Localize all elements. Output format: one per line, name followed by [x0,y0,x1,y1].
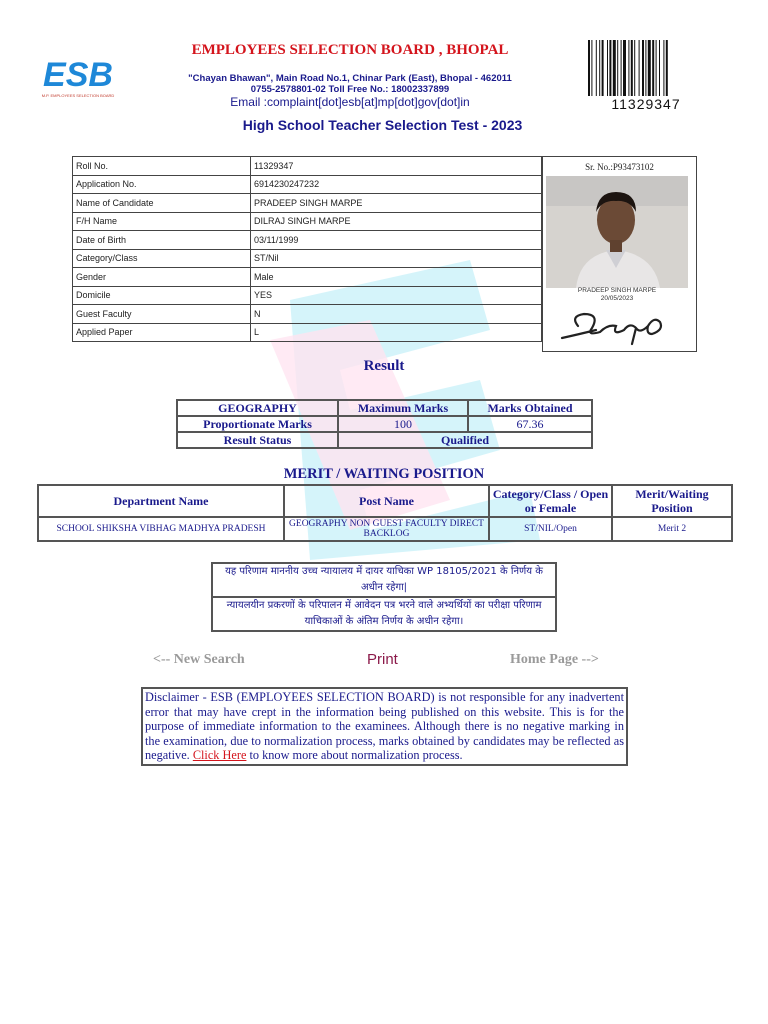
photo-caption [546,287,688,303]
barcode-bar [623,40,626,96]
merit-category: ST/NIL/Open [489,517,612,541]
candidate-photo [546,176,688,288]
candidate-field-value: Male [251,268,542,287]
logo-subtext: M.P. EMPLOYEES SELECTION BOARD [41,93,115,98]
notice-line-2: न्यायलयीन प्रकरणों के परिपालन में आवेदन पत्र भरने वाले अभ्यर्थियों का परीक्षा परिणाम याचिकाओं के अंतिम निर्णय के अधीन रहेगा। [213,596,555,630]
barcode-bar [607,40,608,96]
candidate-row [73,286,542,305]
candidate-field-value: YES [251,286,542,305]
candidate-row [73,323,542,342]
barcode-bar [628,40,629,96]
candidate-field-label: Applied Paper [73,323,251,342]
merit-table [37,484,733,542]
merit-header-row [38,485,732,517]
merit-post: GEOGRAPHY NON GUEST FACULTY DIRECT BACKLOG [284,517,489,541]
candidate-row [73,249,542,268]
max-marks-value: 100 [338,416,468,432]
normalization-click-here-link[interactable]: Click Here [192,748,247,763]
notice-line-1: यह परिणाम माननीय उच्च न्यायालय में दायर याचिका WP 18105/2021 के निर्णय के अधीन रहेगा| [225,566,543,593]
candidate-field-value: L [251,323,542,342]
candidate-row [73,268,542,287]
barcode-bar [645,40,646,96]
candidate-field-value: 6914230247232 [251,175,542,194]
barcode-bar [642,40,644,96]
candidate-field-value: DILRAJ SINGH MARPE [251,212,542,231]
candidate-row [73,194,542,213]
candidate-field-value: ST/Nil [251,249,542,268]
candidate-field-label: Name of Candidate [73,194,251,213]
address-line-2: 0755-2578801-02 Toll Free No.: 18002337899 [250,84,450,95]
address-line-1: "Chayan Bhawan", Main Road No.1, Chinar Park (East), Bhopal - 462011 [188,73,512,84]
candidate-field-label: Roll No. [73,157,251,176]
merit-heading: MERIT / WAITING POSITION [283,466,485,482]
barcode-bar [602,40,604,96]
home-page-link[interactable]: Home Page --> [510,652,599,667]
candidate-field-value: PRADEEP SINGH MARPE [251,194,542,213]
merit-header-post: Post Name [284,485,489,517]
barcode-bar [621,40,622,96]
photo-caption-date: 20/05/2023 [600,295,634,302]
marks-obtained-value: 67.36 [468,416,592,432]
result-status-row [177,432,592,448]
barcode-bar [588,40,590,96]
barcode [588,40,704,96]
candidate-field-label: Application No. [73,175,251,194]
candidate-signature [556,304,676,346]
barcode-bar [648,40,651,96]
candidate-field-value: 03/11/1999 [251,231,542,250]
merit-header-category: Category/Class / Open or Female [489,485,612,517]
merit-header-position: Merit/Waiting Position [612,485,732,517]
barcode-bar [596,40,597,96]
candidate-field-label: Guest Faculty [73,305,251,324]
candidate-details-table [72,156,542,342]
logo-text: ESB [43,56,113,94]
barcode-number: 11329347 [611,96,681,112]
barcode-bar [663,40,664,96]
candidate-field-value: 11329347 [251,157,542,176]
candidate-field-label: Domicile [73,286,251,305]
candidate-field-value: N [251,305,542,324]
serial-number: Sr. No.:P93473102 [585,162,654,172]
disclaimer-text: Disclaimer - ESB (EMPLOYEES SELECTION BOARD) is not responsible for any inadvertent error that may have crept in the information being published on this website. This is for the purpose of immediate information to the examinees. Although there is no negative marking in the examination, due to normalization process, marks obtained by candidates may be reflected as negative. [145,690,624,763]
candidate-field-label: Date of Birth [73,231,251,250]
candidate-row [73,212,542,231]
candidate-row [73,305,542,324]
subject-name: GEOGRAPHY [177,400,338,416]
barcode-bar [659,40,660,96]
disclaimer-box [141,687,628,766]
candidate-field-label: F/H Name [73,212,251,231]
result-heading: Result [363,358,405,374]
result-status-value: Qualified [338,432,592,448]
barcode-bar [634,40,635,96]
exam-title: High School Teacher Selection Test - 2023 [242,117,523,133]
proportionate-marks-label: Proportionate Marks [177,416,338,432]
print-button[interactable]: Print [367,651,398,668]
photo-caption-name: PRADEEP SINGH MARPE [577,287,657,294]
barcode-bar [639,40,640,96]
disclaimer-text-end: to know more about normalization process. [246,748,463,763]
result-status-label: Result Status [177,432,338,448]
merit-position: Merit 2 [612,517,732,541]
candidate-row [73,175,542,194]
candidate-row [73,231,542,250]
merit-header-department: Department Name [38,485,284,517]
candidate-row [73,157,542,176]
result-marks-row [177,416,592,432]
barcode-bar [609,40,611,96]
barcode-bar [631,40,633,96]
barcode-bar [591,40,592,96]
merit-row [38,517,732,541]
barcode-bar [652,40,654,96]
esb-logo [40,50,116,102]
barcode-bar [613,40,616,96]
new-search-link[interactable]: <-- New Search [153,652,245,667]
max-marks-header: Maximum Marks [338,400,468,416]
candidate-field-label: Gender [73,268,251,287]
barcode-bar [617,40,618,96]
result-table [176,399,593,449]
org-title: EMPLOYEES SELECTION BOARD , BHOPAL [191,42,509,58]
merit-department: SCHOOL SHIKSHA VIBHAG MADHYA PRADESH [38,517,284,541]
org-address [150,73,550,95]
court-notice [211,562,557,632]
barcode-bar [656,40,657,96]
org-email: Email :complaint[dot]esb[at]mp[dot]gov[dot]in [230,95,470,109]
candidate-field-label: Category/Class [73,249,251,268]
result-header-row [177,400,592,416]
barcode-bar [666,40,668,96]
barcode-bar [599,40,600,96]
marks-obtained-header: Marks Obtained [468,400,592,416]
